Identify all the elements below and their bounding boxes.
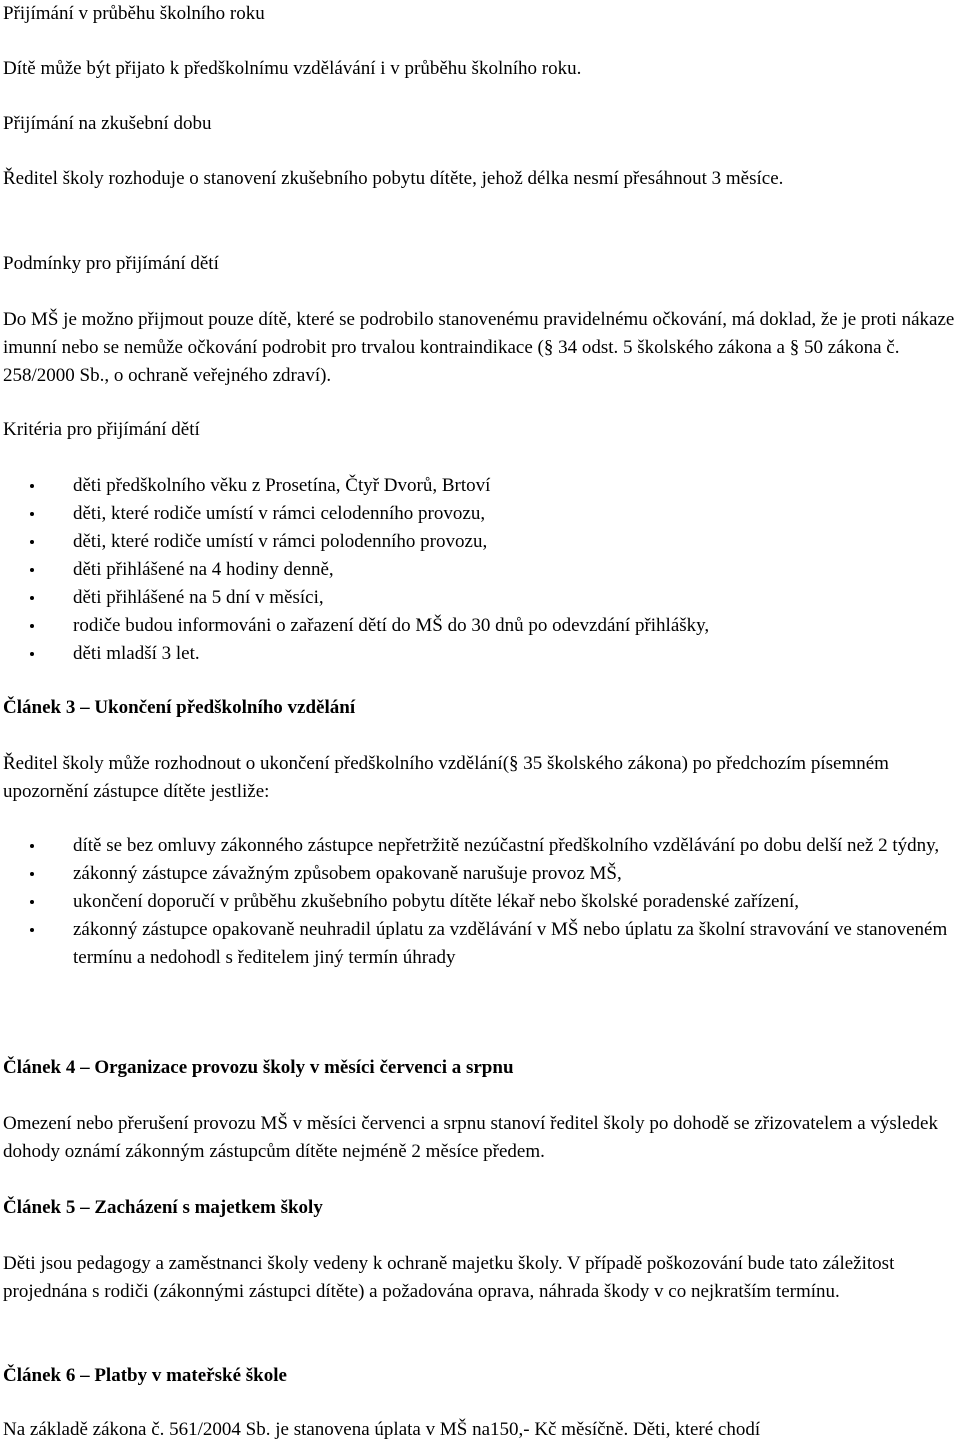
- paragraph-trial-period: Ředitel školy rozhoduje o stanovení zkušebního pobytu dítěte, jehož délka nesmí přesáhnout 3 měsíce.: [3, 168, 784, 189]
- list-item: děti přihlášené na 4 hodiny denně,: [3, 556, 955, 584]
- subheading-admission-criteria: Kritéria pro přijímání dětí: [3, 419, 200, 440]
- subheading-admission-conditions: Podmínky pro přijímání dětí: [3, 253, 219, 274]
- heading-article-6: Článek 6 – Platby v mateřské škole: [3, 1365, 287, 1386]
- heading-article-4: Článek 4 – Organizace provozu školy v měsíci červenci a srpnu: [3, 1057, 514, 1078]
- list-item: zákonný zástupce závažným způsobem opakovaně narušuje provoz MŠ,: [3, 860, 955, 888]
- subheading-admission-during-year: Přijímání v průběhu školního roku: [3, 3, 265, 24]
- paragraph-article-5: Děti jsou pedagogy a zaměstnanci školy vedeny k ochraně majetku školy. V případě poškozování bude tato záležitost projednána s rodiči (zákonnými zástupci dítěte) a požadována oprava, náhrada škody v co nejkratším termínu.: [3, 1253, 895, 1302]
- paragraph-article-3: Ředitel školy může rozhodnout o ukončení předškolního vzdělání(§ 35 školského zákona) po předchozím písemném upozornění zástupce dítěte jestliže:: [3, 753, 889, 802]
- paragraph-article-4: Omezení nebo přerušení provozu MŠ v měsíci červenci a srpnu stanoví ředitel školy po dohodě se zřizovatelem a výsledek dohody oznámí zákonným zástupcům dítěte nejméně 2 měsíce předem.: [3, 1113, 938, 1162]
- list-item: děti, které rodiče umístí v rámci polodenního provozu,: [3, 528, 955, 556]
- heading-article-3: Článek 3 – Ukončení předškolního vzdělání: [3, 697, 356, 718]
- paragraph-admission-conditions: Do MŠ je možno přijmout pouze dítě, které se podrobilo stanovenému pravidelnému očkování, má doklad, že je proti nákaze imunní nebo se nemůže očkování podrobit pro trvalou kontraindikace (§ 34 odst. 5 školského zákona a § 50 zákona č. 258/2000 Sb., o ochraně veřejného zdraví).: [3, 309, 955, 386]
- paragraph-article-6: Na základě zákona č. 561/2004 Sb. je stanovena úplata v MŠ na150,- Kč měsíčně. Děti, které chodí: [3, 1419, 761, 1440]
- criteria-list: [3, 472, 955, 668]
- list-item: zákonný zástupce opakovaně neuhradil úplatu za vzdělávání v MŠ nebo úplatu za školní stravování ve stanoveném termínu a nedohodl s ředitelem jiný termín úhrady: [3, 916, 955, 972]
- list-item: rodiče budou informováni o zařazení dětí do MŠ do 30 dnů po odevzdání přihlášky,: [3, 612, 955, 640]
- list-item: dítě se bez omluvy zákonného zástupce nepřetržitě nezúčastní předškolního vzdělávání po dobu delší než 2 týdny,: [3, 832, 955, 860]
- heading-article-5: Článek 5 – Zacházení s majetkem školy: [3, 1197, 323, 1218]
- list-item: děti mladší 3 let.: [3, 640, 955, 668]
- list-item: děti předškolního věku z Prosetína, Čtyř Dvorů, Brtoví: [3, 472, 955, 500]
- list-item: děti přihlášené na 5 dní v měsíci,: [3, 584, 955, 612]
- subheading-trial-period: Přijímání na zkušební dobu: [3, 113, 212, 134]
- paragraph-admission-during-year: Dítě může být přijato k předškolnímu vzdělávání i v průběhu školního roku.: [3, 58, 582, 79]
- list-item: ukončení doporučí v průběhu zkušebního pobytu dítěte lékař nebo školské poradenské zařízení,: [3, 888, 955, 916]
- list-item: děti, které rodiče umístí v rámci celodenního provozu,: [3, 500, 955, 528]
- termination-list: [3, 832, 955, 972]
